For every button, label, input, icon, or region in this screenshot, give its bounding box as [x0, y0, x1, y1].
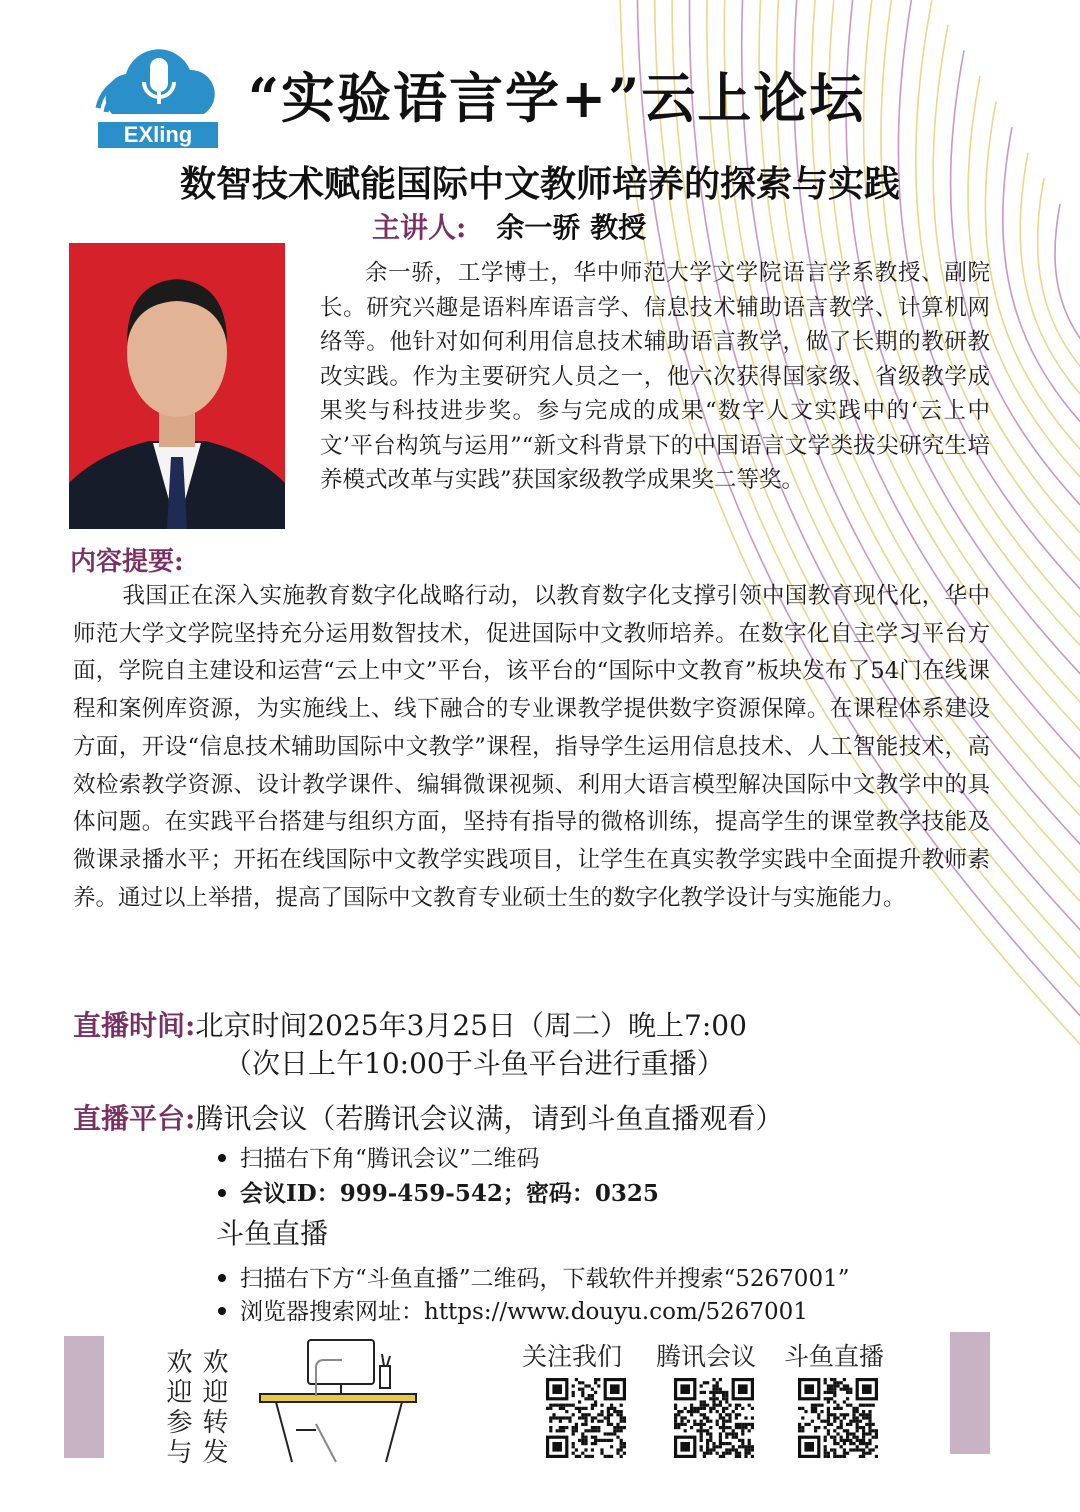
live-platform-label: 直播平台: [73, 1102, 196, 1135]
speaker-line [372, 206, 646, 246]
welcome-join-text: 欢迎参与 [162, 1348, 192, 1468]
live-time-line [73, 1004, 747, 1044]
qr-label-douyu: 斗鱼直播 [784, 1342, 885, 1371]
welcome-share-text: 欢迎转发 [198, 1348, 228, 1468]
qr-code-follow-icon[interactable] [546, 1378, 626, 1458]
summary-text: 我国正在深入实施教育数字化战略行动，以教育数字化支撑引领中国教育现代化，华中师范大学文学院坚持充分运用数智技术，促进国际中文教师培养。在数字化自主学习平台方面，学院自主建设和运营“云上中文”平台，该平台的“国际中文教育”板块发布了54门在线课程和案例库资源，为实施线上、线下融合的专业课教学提供数字资源保障。在课程体系建设方面，开设“信息技术辅助国际中文教学”课程，指导学生运用信息技术、人工智能技术，高效检索教学资源、设计教学课件、编辑微课视频、利用大语言模型解决国际中文教学中的具体问题。在实践平台搭建与组织方面，坚持有指导的微格训练，提高学生的课堂教学技能及微课录播水平；开拓在线国际中文教学实践项目，让学生在真实教学实践中全面提升教师素养。通过以上举措，提高了国际中文教育专业硕士生的数字化教学设计与实施能力。 [73, 583, 990, 911]
bullet-text: 扫描右下角“腾讯会议”二维码 [240, 1146, 540, 1172]
bullet-text[interactable]: 浏览器搜索网址：https://www.douyu.com/5267001 [240, 1299, 808, 1325]
speaker-bio: 余一骄，工学博士，华中师范大学文学院语言学系教授、副院长。研究兴趣是语料库语言学、信息技术辅助语言教学、计算机网络等。他针对如何利用信息技术辅助语言教学，做了长期的教研教改实践。作为主要研究人员之一，他六次获得国家级、省级教学成果奖与科技进步奖。参与完成的成果“数字人文实践中的‘云上中文’平台构筑与运用”“新文科背景下的中国语言文学类拔尖研究生培养模式改革与实践”获国家级教学成果奖二等奖。 [320, 260, 990, 493]
douyu-heading: 斗鱼直播 [216, 1217, 329, 1250]
qr-label-follow: 关注我们 [522, 1342, 623, 1371]
forum-title: “实验语言学+”云上论坛 [248, 66, 866, 130]
logo-text: EXling [123, 122, 193, 147]
decor-line [1055, 204, 1080, 408]
live-platform-line [73, 1097, 783, 1137]
live-time-label: 直播时间: [73, 1009, 196, 1042]
footer-side-bar-left [64, 1336, 104, 1458]
footer-side-bar-right [950, 1332, 990, 1454]
summary-heading: 内容提要: [70, 547, 184, 577]
bullet-text: 扫描右下方“斗鱼直播”二维码，下载软件并搜索“5267001” [240, 1266, 850, 1292]
douyu-bullet-url[interactable] [218, 1293, 808, 1326]
bullet-dot-icon [218, 1274, 226, 1282]
live-time-value: 北京时间2025年3月25日（周二）晚上7:00 [195, 1009, 747, 1042]
bullet-dot-icon [218, 1189, 226, 1197]
qr-label-tencent: 腾讯会议 [656, 1342, 757, 1371]
replay-note: （次日上午10:00于斗鱼平台进行重播） [224, 1047, 725, 1080]
qr-code-douyu-icon[interactable] [798, 1378, 878, 1458]
bullet-dot-icon [218, 1307, 226, 1315]
tencent-bullet-scan [218, 1140, 540, 1173]
speaker-name: 余一骄 教授 [496, 211, 647, 244]
douyu-bullet-scan [218, 1260, 849, 1293]
qr-code-tencent-icon[interactable] [674, 1378, 754, 1458]
desk-illustration-icon [256, 1334, 422, 1464]
microphone-cloud-logo [92, 36, 224, 156]
speaker-label: 主讲人: [372, 211, 467, 244]
tencent-bullet-meeting-id [218, 1175, 659, 1208]
live-platform-value: 腾讯会议（若腾讯会议满，请到斗鱼直播观看） [195, 1102, 784, 1135]
bullet-dot-icon [218, 1154, 226, 1162]
speaker-portrait [69, 243, 285, 529]
decor-line [1038, 178, 1080, 436]
lecture-title: 数智技术赋能国际中文教师培养的探索与实践 [179, 163, 900, 205]
bullet-text: 会议ID：999-459-542；密码：0325 [240, 1180, 659, 1207]
